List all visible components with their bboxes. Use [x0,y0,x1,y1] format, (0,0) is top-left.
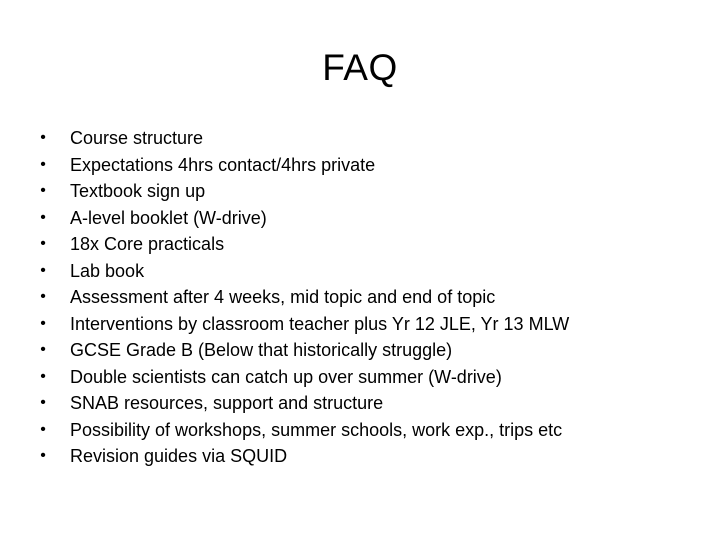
list-item [36,364,706,391]
list-item [36,231,706,258]
list-item-text: A-level booklet (W-drive) [70,207,267,228]
list-item-text: Course structure [70,128,204,148]
list-item [36,178,706,205]
bullet-icon: • [40,447,46,464]
list-item-text: Lab book [70,260,145,281]
list-item-text: 18x Core practicals [70,234,225,254]
list-item [36,125,706,152]
list-item-text: Revision guides via SQUID [70,446,288,466]
bullet-icon: • [40,129,46,146]
list-item-text: GCSE Grade B (Below that historically struggle) [70,340,453,360]
list-item [36,258,706,285]
list-item-text: Assessment after 4 weeks, mid topic and end of topic [70,287,496,307]
bullet-icon: • [40,155,46,173]
bullet-icon: • [40,208,46,226]
bullet-icon: • [40,420,46,438]
list-item-text: Expectations 4hrs contact/4hrs private [70,154,376,175]
list-item [36,311,706,338]
bullet-icon: • [40,367,46,385]
list-item-text: Interventions by classroom teacher plus Yr 12 JLE, Yr 13 MLW [70,313,570,334]
list-item [36,152,706,179]
list-item [36,337,706,364]
bullet-icon: • [40,341,46,358]
bullet-icon: • [40,288,46,305]
bullet-icon: • [40,235,46,252]
list-item-text: SNAB resources, support and structure [70,393,384,413]
list-item-text: Possibility of workshops, summer schools, work exp., trips etc [70,419,563,440]
bullet-list [36,125,706,470]
list-item [36,284,706,311]
list-item [36,417,706,444]
list-item [36,443,706,470]
bullet-icon: • [40,261,46,279]
bullet-icon: • [40,182,46,199]
list-item [36,205,706,232]
list-item-text: Textbook sign up [70,181,206,201]
list-item-text: Double scientists can catch up over summer (W-drive) [70,366,502,387]
bullet-icon: • [40,394,46,411]
bullet-icon: • [40,314,46,332]
slide-title: FAQ [322,47,398,88]
list-item [36,390,706,417]
